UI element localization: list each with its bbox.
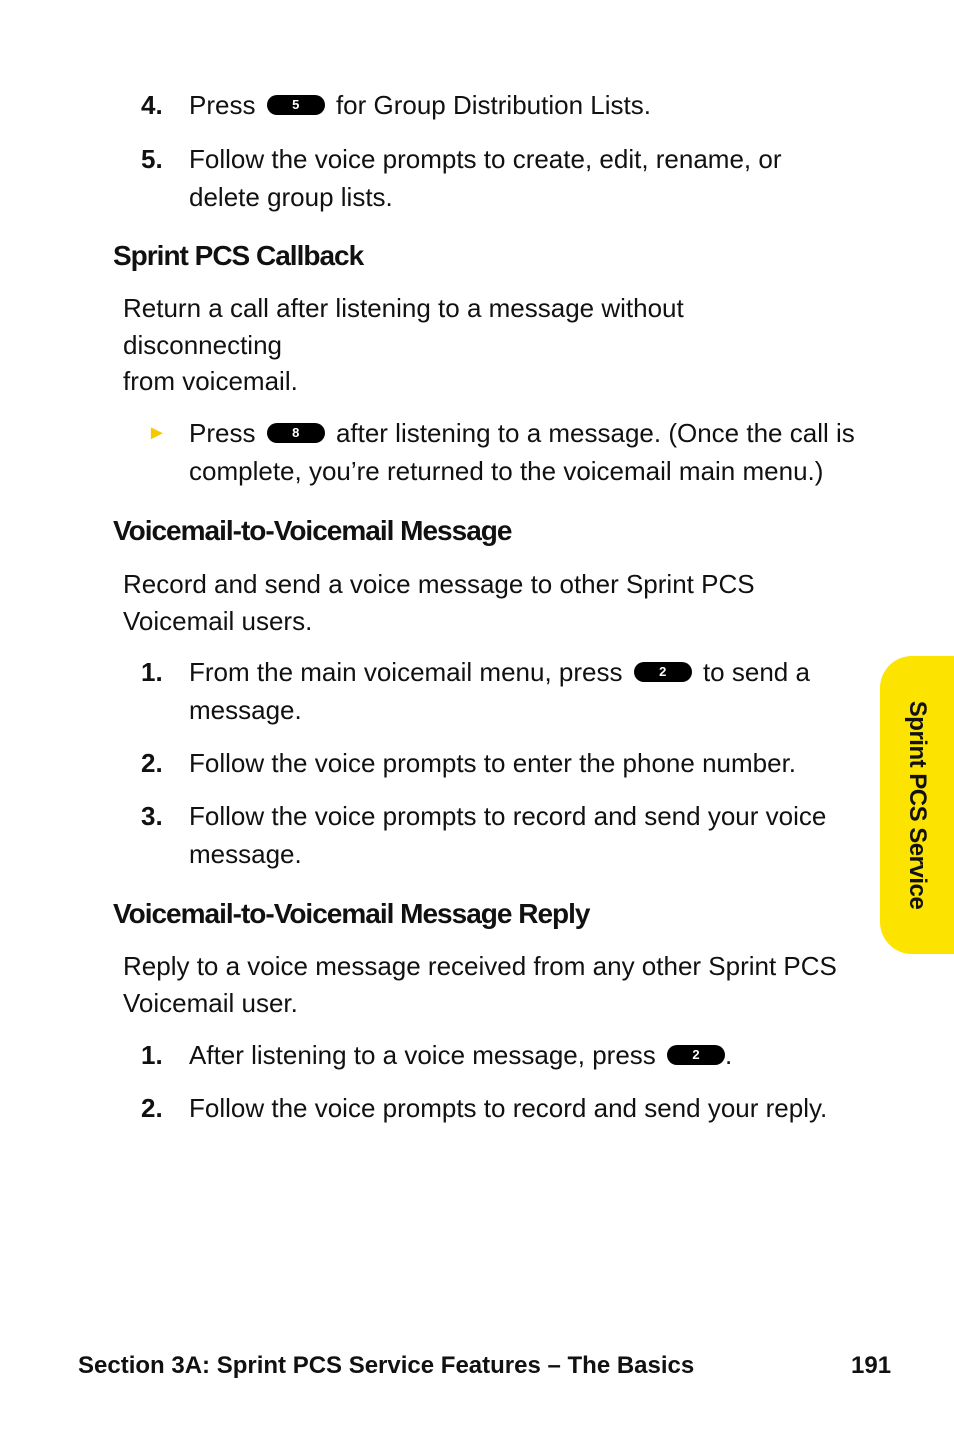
step-text: message. bbox=[189, 695, 302, 725]
section-side-tab bbox=[880, 656, 954, 954]
description-line: disconnecting bbox=[123, 329, 282, 360]
description-line: from voicemail. bbox=[123, 366, 298, 396]
description-line: Voicemail user. bbox=[123, 987, 298, 1018]
heading-callback: Sprint PCS Callback bbox=[113, 240, 364, 271]
step-text: Follow the voice prompts to enter the phone number. bbox=[189, 748, 797, 778]
step-text: message. bbox=[189, 839, 302, 869]
bullet-text: after listening to a message. (Once the call is bbox=[335, 418, 855, 448]
key-2-icon: 2 bbox=[634, 662, 692, 682]
step-text: From the main voicemail menu, press bbox=[189, 657, 623, 687]
triangle-bullet-icon: ► bbox=[147, 422, 167, 444]
step-number: 1. bbox=[141, 1040, 163, 1070]
v2v-message-description bbox=[123, 566, 843, 639]
step-number: 5. bbox=[141, 144, 163, 174]
footer-section-title: Section 3A: Sprint PCS Service Features – The Basics bbox=[78, 1352, 695, 1379]
step-text: After listening to a voice message, press bbox=[189, 1040, 656, 1070]
key-8-icon: 8 bbox=[267, 423, 325, 443]
key-5-icon: 5 bbox=[267, 95, 325, 115]
step-number: 1. bbox=[141, 657, 163, 687]
key-2-icon: 2 bbox=[667, 1045, 725, 1065]
description-line: Record and send a voice message to other Sprint PCS bbox=[123, 569, 755, 599]
bullet-text: Press bbox=[189, 418, 256, 448]
bullet-text: complete, you’re returned to the voicemail main menu.) bbox=[189, 456, 824, 486]
step-number: 3. bbox=[141, 801, 163, 831]
step-text: Follow the voice prompts to record and send your voice bbox=[189, 801, 827, 831]
heading-v2v-reply: Voicemail-to-Voicemail Message Reply bbox=[113, 898, 590, 929]
heading-v2v-message: Voicemail-to-Voicemail Message bbox=[113, 515, 512, 546]
description-line: Return a call after listening to a message without bbox=[123, 293, 684, 323]
description-line: Reply to a voice message received from any other Sprint PCS bbox=[123, 951, 837, 981]
step-text: for Group Distribution Lists. bbox=[335, 90, 651, 120]
step-text: Press bbox=[189, 90, 256, 120]
side-tab-label: Sprint PCS Service bbox=[904, 700, 931, 910]
step-number: 2. bbox=[141, 748, 163, 778]
step-text: delete group lists. bbox=[189, 182, 393, 212]
page-number: 191 bbox=[851, 1352, 892, 1379]
description-line: Voicemail users. bbox=[123, 605, 313, 636]
step-text: Follow the voice prompts to record and send your reply. bbox=[189, 1093, 828, 1123]
callback-description bbox=[123, 290, 843, 400]
step-number: 4. bbox=[141, 90, 163, 120]
step-text: . bbox=[725, 1040, 733, 1070]
step-number: 2. bbox=[141, 1093, 163, 1123]
v2v-reply-description bbox=[123, 948, 843, 1021]
step-text: Follow the voice prompts to create, edit, rename, or bbox=[189, 144, 782, 174]
step-text: to send a bbox=[702, 657, 810, 687]
